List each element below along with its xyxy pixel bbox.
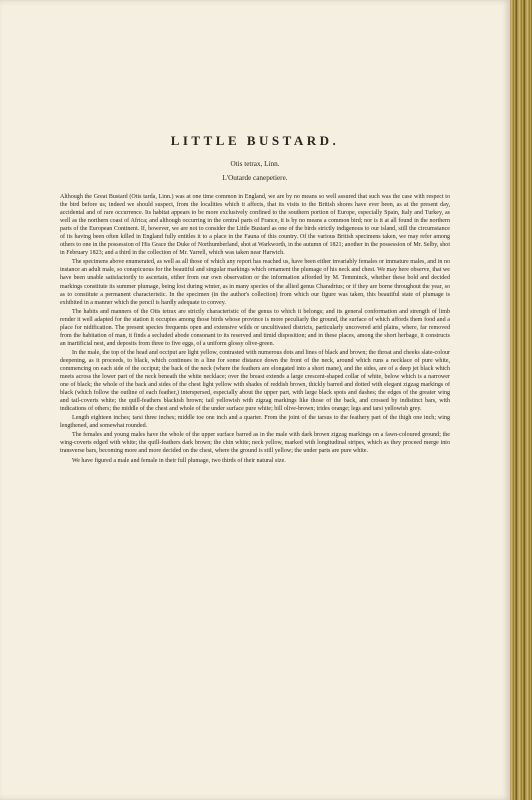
paragraph-3: The habits and manners of the Otis tetrax are strictly characteristic of the genus to which it belongs; and its general conformation and strength of limb render it well adapted for the station it occupies among those birds whose province is more peculiarly the ground, the surface of which affords them food and a place for nidification. The present species frequents open and extensive wilds or uncultivated districts, particularly uncovered arid plains, where, far removed from the habitation of man, it finds a secluded abode consonant to its reserved and timid disposition; and in these places, among the short herbage, it constructs an inartificial nest, and deposits from three to five eggs, of a uniform glossy olive-green. [60,308,450,347]
paragraph-7: We have figured a male and female in their full plumage, two thirds of their natural size. [72,457,286,464]
book-spine-edge [510,0,532,800]
paragraph-6: The females and young males have the whole of the upper surface barred as in the male with dark brown zigzag markings on a fawn-coloured ground; the wing-coverts edged with white; the quill-feathers dark brown; the chin white; neck yellow, marked with longitudinal stripes, which as they proceed merge into transverse bars, becoming more and more decided on the chest, where the ground is still yellow; the under parts are pure white. [60,432,450,455]
page-title: LITTLE BUSTARD. [170,133,340,148]
page-content [60,133,450,465]
paragraph-4: In the male, the top of the head and occiput are light yellow, contrasted with numerous dots and lines of black and brown; the throat and cheeks slate-colour deepening, as it proceeds, to black, which continues in a line for some distance down the front of the neck, around which runs a necklace of pure white, commencing on each side of the occiput; the back of the neck (where the feathers are elongated into a short mane), and the sides, are of a deep jet black which meets across the lower part of the neck beneath the white necklace; over the breast extends a large crescent-shaped collar of white, below which is a narrower one of black; the whole of the back and sides of the chest light yellow with shades of reddish brown, thickly barred and dotted with elegant zigzag markings of black (which follow the outline of each feather,) interspersed, especially about the upper part, with large black spots and dashes; the edges of the greater wing and tail-coverts white; the quill-feathers blackish brown; tail yellowish with zigzag markings like those of the back, and crossed by indistinct bars, with indications of others; the middle of the chest and whole of the under surface pure white; bill olive-brown; irides orange; legs and tarsi yellowish grey. [60,349,450,413]
paragraph-2: The specimens above enumerated, as well as all those of which any report has reached us, have been either invariably females or immature males, and in no instance an adult male, so conspicuous for the beautiful and singular markings which ornament the plumage of his neck and chest. We may here observe, that we have been unable satisfactorily to ascertain, either from our own observation or the information afforded by M. Temminck, whether these bold and decided markings constitute its summer plumage, being lost during winter, as in many species of the allied genus Charadrius; or if they are borne throughout the year, so as to constitute a permanent characteristic. In the specimen (in the author's collection) from which our figure was taken, this beautiful state of plumage is exhibited in a manner which the pencil is hardly adequate to convey. [60,259,450,306]
paragraph-1: Although the Great Bustard (Otis tarda, Linn.) was at one time common in England, we are by no means so well assured that such was the case with respect to the bird before us; indeed we should suspect, from the localities which it affects, that its visits to the British shores have ever been, as at the present day, accidental and of rare occurrence. Its habitat appears to be more exclusively confined to the southern portion of Europe, especially Spain, Italy and Turkey, as well as the northern coast of Africa; and although occurring in the central parts of France, it is by no means a common bird; nor is it at all found in the northern parts of the European Continent. If, however, we are not to consider the Little Bustard as one of the birds strictly indigenous to our island, still the circumstance of its having been often killed in England fully entitles it to a place in the Fauna of this country. Of the various British specimens taken, we may refer among others to one in the possession of His Grace the Duke of Northumberland, shot at Warkworth, in the autumn of 1821; another in the possession of Mr. Selby, shot in February 1823; and a third in the collection of Mr. Yarrell, which was taken near Harwich. [60,194,450,257]
latin-name: Otis tetrax, Linn. [230,160,280,168]
french-name: L'Outarde canepetiere. [222,174,288,182]
paragraph-5: Length eighteen inches; tarsi three inches; middle toe one inch and a quarter. From the joint of the tarsus to the feathery part of the thigh one inch; wing lengthened, and somewhat rounded. [60,415,450,430]
